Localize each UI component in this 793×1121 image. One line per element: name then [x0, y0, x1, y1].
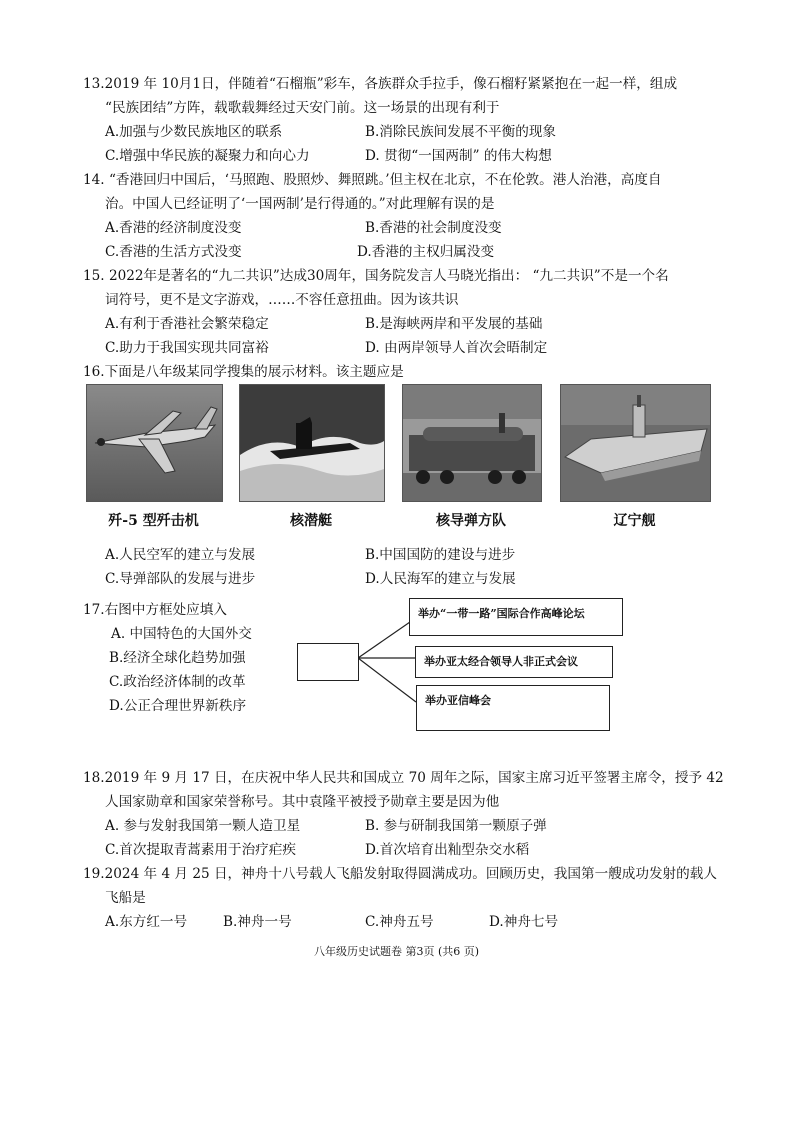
question-stem: 18.2019 年 9 月 17 日，在庆祝中华人民共和国成立 70 周年之际，国家主席习近平签署主席令，授予 42 [83, 770, 724, 786]
option-d: D.人民海军的建立与发展 [365, 571, 516, 587]
question-stem: 16.下面是八年级某同学搜集的展示材料。该主题应是 [83, 364, 404, 380]
question-stem-cont: 治。中国人已经证明了‘一国两制’是行得通的。”对此理解有误的是 [105, 196, 495, 212]
missile-vehicle-photo [402, 384, 542, 502]
photo-caption: 核潜艇 [290, 513, 332, 529]
aircraft-carrier-icon [561, 385, 710, 501]
option-b: B. 参与研制我国第一颗原子弹 [365, 818, 547, 834]
diagram-label: 举办亚信峰会 [425, 694, 491, 707]
option-d: D.神舟七号 [489, 914, 559, 930]
option-c: C.导弹部队的发展与进步 [105, 571, 256, 587]
option-d: D.公正合理世界新秩序 [109, 698, 247, 714]
option-b: B.神舟一号 [223, 914, 292, 930]
photo-caption: 辽宁舰 [613, 513, 656, 529]
question-stem: 14. “香港回归中国后，‘马照跑、股照炒、舞照跳。’但主权在北京，不在伦敦。港人治港，高度自 [83, 172, 662, 188]
option-d: D. 贯彻“一国两制” 的伟大构想 [365, 148, 552, 164]
option-d: D.首次培育出籼型杂交水稻 [365, 842, 530, 858]
option-c: C.首次提取青蒿素用于治疗疟疾 [105, 842, 296, 858]
question-16 [83, 360, 723, 384]
diagram-box-apec [415, 646, 613, 678]
question-stem: 13.2019 年 10月1日，伴随着“石榴瓶”彩车，各族群众手拉手，像石榴籽紧紧抱在一起一样，组成 [83, 76, 678, 92]
option-b: B.是海峡两岸和平发展的基础 [365, 316, 543, 332]
question-stem-cont: “民族团结”方阵，载歌载舞经过天安门前。这一场景的出现有利于 [105, 100, 500, 116]
question-stem: 17.右图中方框处应填入 [83, 602, 227, 618]
question-stem: 19.2024 年 4 月 25 日，神舟十八号载人飞船发射取得圆满成功。回顾历史，我国第一艘成功发射的载人 [83, 866, 717, 882]
question-stem-cont: 人国家勋章和国家荣誉称号。其中袁隆平被授予勋章主要是因为他 [105, 794, 500, 810]
question-14 [83, 168, 723, 264]
question-16-options [83, 543, 723, 591]
option-b: B.中国国防的建设与进步 [365, 547, 516, 563]
option-a: A.人民空军的建立与发展 [105, 547, 256, 563]
option-c: C.助力于我国实现共同富裕 [105, 340, 269, 356]
diagram-label: 举办亚太经合领导人非正式会议 [424, 655, 578, 668]
blank-answer-box [297, 643, 359, 681]
option-c: C.香港的生活方式没变 [105, 244, 242, 260]
photo-caption: 核导弹方队 [436, 513, 506, 529]
option-a: A.东方红一号 [105, 914, 188, 930]
missile-vehicle-icon [403, 385, 541, 501]
jet-fighter-photo [86, 384, 223, 502]
aircraft-carrier-photo [560, 384, 711, 502]
option-b: B.消除民族间发展不平衡的现象 [365, 124, 557, 140]
question-18 [83, 766, 723, 862]
question-15 [83, 264, 723, 360]
option-a: A. 中国特色的大国外交 [111, 626, 252, 642]
submarine-photo [239, 384, 385, 502]
diagram-box-belt-road [409, 598, 623, 636]
question-19 [83, 862, 723, 934]
question-stem-cont: 词符号，更不是文字游戏，……不容任意扭曲。因为该共识 [105, 292, 459, 308]
diagram-label: 举办“一带一路”国际合作高峰论坛 [418, 607, 585, 620]
option-c: C.政治经济体制的改革 [109, 674, 246, 690]
question-13 [83, 72, 723, 168]
option-c: C.神舟五号 [365, 914, 434, 930]
option-b: B.香港的社会制度没变 [365, 220, 502, 236]
page-footer: 八年级历史试题卷 第3页 (共6 页) [313, 945, 480, 958]
option-a: A.加强与少数民族地区的联系 [105, 124, 283, 140]
submarine-icon [240, 385, 384, 501]
question-stem: 15. 2022年是著名的“九二共识”达成30周年，国务院发言人马晓光指出： “九二共识”不是一个名 [83, 268, 669, 284]
jet-fighter-icon [87, 385, 222, 501]
option-d: D. 由两岸领导人首次会晤制定 [365, 340, 548, 356]
option-a: A.香港的经济制度没变 [105, 220, 242, 236]
photo-caption: 歼-5 型歼击机 [108, 513, 199, 529]
option-c: C.增强中华民族的凝聚力和向心力 [105, 148, 310, 164]
option-d: D.香港的主权归属没变 [357, 244, 495, 260]
option-b: B.经济全球化趋势加强 [109, 650, 246, 666]
diagram-box-cica [416, 685, 610, 731]
option-a: A. 参与发射我国第一颗人造卫星 [105, 818, 301, 834]
option-a: A.有利于香港社会繁荣稳定 [105, 316, 269, 332]
question-stem-cont: 飞船是 [105, 890, 146, 906]
